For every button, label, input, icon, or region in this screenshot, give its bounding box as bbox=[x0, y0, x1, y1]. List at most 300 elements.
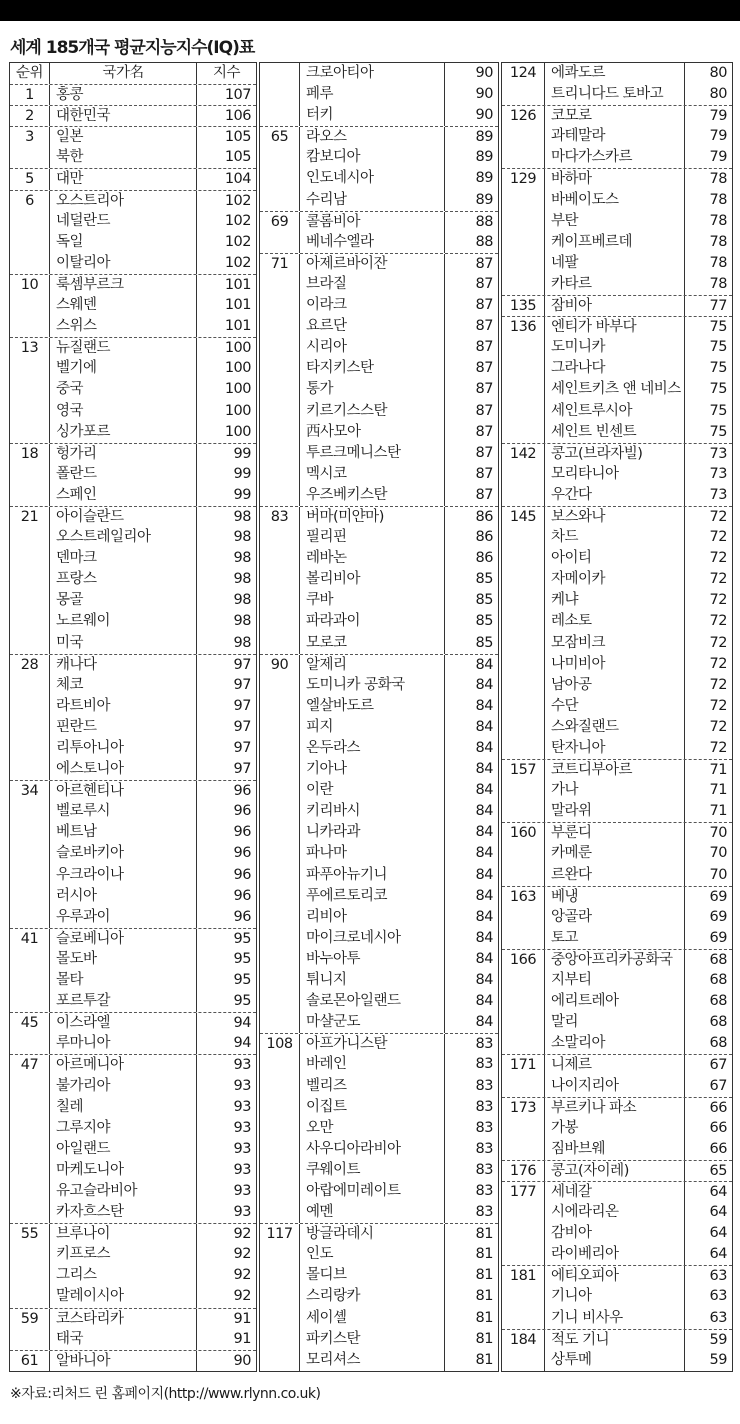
country-cell: 보스와나 bbox=[545, 507, 685, 527]
table-row bbox=[502, 168, 732, 189]
table-row bbox=[260, 105, 498, 126]
country-cell: 말라위 bbox=[545, 801, 685, 822]
country-cell: 세인트 빈센트 bbox=[545, 422, 685, 443]
iq-cell: 95 bbox=[233, 972, 251, 989]
country-cell: 부르키나 파소 bbox=[545, 1098, 685, 1118]
iq-cell: 95 bbox=[233, 930, 251, 947]
rank-cell bbox=[260, 1308, 300, 1329]
rank-cell bbox=[260, 1076, 300, 1097]
country-cell: 칠레 bbox=[50, 1097, 197, 1118]
rank-cell: 181 bbox=[502, 1266, 545, 1286]
country-cell: 알바니아 bbox=[50, 1351, 197, 1371]
rank-cell: 117 bbox=[260, 1224, 300, 1244]
iq-cell: 72 bbox=[709, 613, 727, 630]
rank-cell bbox=[10, 1202, 50, 1223]
country-cell: 불가리아 bbox=[50, 1076, 197, 1097]
rank-cell bbox=[260, 1350, 300, 1371]
table-row bbox=[502, 738, 732, 759]
iq-cell: 79 bbox=[709, 108, 727, 125]
rank-cell bbox=[502, 84, 545, 105]
table-row bbox=[260, 253, 498, 274]
table-row bbox=[10, 443, 256, 464]
rank-cell bbox=[502, 337, 545, 358]
table-row bbox=[260, 780, 498, 801]
table-row bbox=[502, 780, 732, 801]
table-row bbox=[10, 84, 256, 105]
table-row bbox=[502, 865, 732, 886]
country-cell: 파키스탄 bbox=[300, 1329, 445, 1350]
iq-cell: 97 bbox=[233, 697, 251, 714]
table-row bbox=[260, 1181, 498, 1202]
country-cell: 베트남 bbox=[50, 822, 197, 843]
rank-cell: 90 bbox=[260, 655, 300, 675]
rank-cell bbox=[260, 675, 300, 696]
iq-cell: 96 bbox=[233, 824, 251, 841]
table-row bbox=[10, 822, 256, 843]
table-row bbox=[260, 295, 498, 316]
table-row bbox=[10, 780, 256, 801]
iq-cell: 92 bbox=[233, 1246, 251, 1263]
rank-cell bbox=[260, 1054, 300, 1075]
table-row bbox=[260, 569, 498, 590]
rank-cell: 184 bbox=[502, 1330, 545, 1350]
iq-cell: 73 bbox=[709, 465, 727, 482]
country-cell: 차드 bbox=[545, 527, 685, 548]
table-row bbox=[10, 295, 256, 316]
iq-cell: 59 bbox=[709, 1331, 727, 1348]
country-cell: 앙골라 bbox=[545, 907, 685, 928]
rank-cell bbox=[502, 147, 545, 168]
country-cell: 캐나다 bbox=[50, 655, 197, 675]
country-cell: 키르기스스탄 bbox=[300, 401, 445, 422]
iq-cell: 66 bbox=[709, 1140, 727, 1157]
country-cell: 바레인 bbox=[300, 1054, 445, 1075]
country-cell: 피지 bbox=[300, 717, 445, 738]
iq-cell: 73 bbox=[709, 486, 727, 503]
iq-cell: 95 bbox=[233, 950, 251, 967]
country-cell: 스리랑카 bbox=[300, 1286, 445, 1307]
country-cell: 트리니다드 토바고 bbox=[545, 84, 685, 105]
table-row bbox=[10, 1350, 256, 1371]
iq-cell: 98 bbox=[233, 592, 251, 609]
table-row bbox=[502, 1033, 732, 1054]
table-row bbox=[260, 147, 498, 168]
table-row bbox=[260, 717, 498, 738]
iq-cell: 64 bbox=[709, 1225, 727, 1242]
rank-cell: 59 bbox=[10, 1309, 50, 1329]
iq-cell: 87 bbox=[475, 318, 493, 335]
iq-cell: 83 bbox=[475, 1140, 493, 1157]
country-cell: 카자흐스탄 bbox=[50, 1202, 197, 1223]
iq-cell: 84 bbox=[475, 676, 493, 693]
country-cell: 북한 bbox=[50, 147, 197, 168]
country-cell: 아이티 bbox=[545, 548, 685, 569]
table-row bbox=[260, 654, 498, 675]
iq-cell: 91 bbox=[233, 1310, 251, 1327]
table-row bbox=[10, 654, 256, 675]
table-row bbox=[10, 485, 256, 506]
table-row bbox=[502, 211, 732, 232]
rank-cell bbox=[260, 780, 300, 801]
table-row bbox=[10, 907, 256, 928]
rank-cell bbox=[10, 1244, 50, 1265]
country-cell: 필리핀 bbox=[300, 527, 445, 548]
table-row bbox=[260, 801, 498, 822]
country-cell: 소말리아 bbox=[545, 1033, 685, 1054]
table-row bbox=[502, 1265, 732, 1286]
table-row bbox=[260, 928, 498, 949]
country-cell: 룩셈부르크 bbox=[50, 275, 197, 295]
iq-cell: 93 bbox=[233, 1057, 251, 1074]
table-row bbox=[10, 1244, 256, 1265]
table-row bbox=[502, 590, 732, 611]
country-cell: 네팔 bbox=[545, 253, 685, 274]
table-row bbox=[260, 1265, 498, 1286]
rank-cell bbox=[260, 316, 300, 337]
rank-cell bbox=[260, 337, 300, 358]
iq-cell: 101 bbox=[224, 276, 251, 293]
rank-cell bbox=[260, 464, 300, 485]
iq-cell: 100 bbox=[224, 423, 251, 440]
country-cell: 솔로몬아일랜드 bbox=[300, 991, 445, 1012]
iq-cell: 68 bbox=[709, 993, 727, 1010]
table-row bbox=[260, 506, 498, 527]
rank-cell: 160 bbox=[502, 823, 545, 843]
country-cell: 뉴질랜드 bbox=[50, 338, 197, 358]
rank-cell bbox=[10, 316, 50, 337]
table-row bbox=[260, 422, 498, 443]
table-row bbox=[502, 1223, 732, 1244]
table-row bbox=[10, 126, 256, 147]
rank-cell bbox=[502, 126, 545, 147]
rank-cell: 166 bbox=[502, 950, 545, 970]
iq-cell: 69 bbox=[709, 929, 727, 946]
rank-cell bbox=[502, 1139, 545, 1160]
country-cell: 모리셔스 bbox=[300, 1350, 445, 1371]
table-row bbox=[260, 759, 498, 780]
country-cell: 파라과이 bbox=[300, 611, 445, 632]
table-row bbox=[10, 1097, 256, 1118]
country-cell: 유고슬라비아 bbox=[50, 1181, 197, 1202]
rank-cell bbox=[260, 1329, 300, 1350]
iq-cell: 97 bbox=[233, 656, 251, 673]
table-row bbox=[10, 569, 256, 590]
table-row bbox=[260, 907, 498, 928]
country-cell: 그리스 bbox=[50, 1265, 197, 1286]
table-row bbox=[502, 822, 732, 843]
country-cell: 에스토니아 bbox=[50, 759, 197, 780]
rank-cell bbox=[10, 1160, 50, 1181]
iq-cell: 88 bbox=[475, 233, 493, 250]
iq-cell: 84 bbox=[475, 950, 493, 967]
iq-cell: 84 bbox=[475, 740, 493, 756]
iq-cell: 101 bbox=[224, 297, 251, 314]
country-cell: 튀니지 bbox=[300, 970, 445, 991]
iq-cell: 87 bbox=[475, 465, 493, 482]
iq-cell: 64 bbox=[709, 1204, 727, 1221]
country-cell: 통가 bbox=[300, 379, 445, 400]
iq-cell: 84 bbox=[475, 656, 493, 673]
iq-cell: 83 bbox=[475, 1119, 493, 1136]
iq-cell: 72 bbox=[709, 676, 727, 693]
rank-cell bbox=[10, 422, 50, 443]
country-cell: 베냉 bbox=[545, 887, 685, 907]
rank-cell bbox=[260, 1286, 300, 1307]
rank-cell: 124 bbox=[502, 63, 545, 84]
rank-cell bbox=[10, 886, 50, 907]
table-row bbox=[260, 1286, 498, 1307]
rank-cell bbox=[502, 780, 545, 801]
iq-cell: 64 bbox=[709, 1246, 727, 1263]
table-column-3 bbox=[501, 62, 733, 1372]
table-row bbox=[502, 1160, 732, 1181]
rank-cell bbox=[502, 569, 545, 590]
rank-cell bbox=[502, 379, 545, 400]
iq-cell: 85 bbox=[475, 571, 493, 588]
table-row bbox=[502, 295, 732, 316]
iq-cell: 81 bbox=[475, 1309, 493, 1326]
table-row bbox=[260, 633, 498, 654]
iq-cell: 83 bbox=[475, 1077, 493, 1094]
rank-cell bbox=[260, 105, 300, 126]
rank-cell bbox=[260, 527, 300, 548]
rank-cell bbox=[260, 358, 300, 379]
table-row bbox=[502, 949, 732, 970]
rank-cell: 18 bbox=[10, 444, 50, 464]
table-row bbox=[260, 590, 498, 611]
rank-cell bbox=[10, 696, 50, 717]
rank-cell bbox=[10, 295, 50, 316]
country-cell: 터키 bbox=[300, 105, 445, 126]
rank-cell bbox=[260, 168, 300, 189]
iq-cell: 86 bbox=[475, 508, 493, 525]
iq-cell: 79 bbox=[709, 128, 727, 145]
rank-cell bbox=[260, 1118, 300, 1139]
table-row bbox=[10, 1033, 256, 1054]
rank-cell: 157 bbox=[502, 760, 545, 780]
iq-cell: 67 bbox=[709, 1057, 727, 1074]
country-cell: 에티오피아 bbox=[545, 1266, 685, 1286]
country-cell: 西사모아 bbox=[300, 422, 445, 443]
rank-cell: 171 bbox=[502, 1055, 545, 1075]
rank-cell bbox=[10, 211, 50, 232]
table-row bbox=[502, 1308, 732, 1329]
iq-cell: 78 bbox=[709, 171, 727, 188]
iq-cell: 101 bbox=[224, 318, 251, 335]
rank-cell: 142 bbox=[502, 444, 545, 464]
rank-cell bbox=[260, 1181, 300, 1202]
table-row bbox=[502, 126, 732, 147]
rank-cell bbox=[502, 654, 545, 675]
table-row bbox=[260, 1223, 498, 1244]
table-row bbox=[10, 1012, 256, 1033]
table-row bbox=[502, 316, 732, 337]
header-iq: 지수 bbox=[212, 65, 240, 81]
rank-cell bbox=[260, 569, 300, 590]
iq-cell: 102 bbox=[224, 212, 251, 229]
iq-cell: 93 bbox=[233, 1182, 251, 1199]
iq-cell: 100 bbox=[224, 340, 251, 357]
iq-cell: 84 bbox=[475, 697, 493, 714]
iq-cell: 87 bbox=[475, 486, 493, 503]
rank-cell: 176 bbox=[502, 1161, 545, 1181]
table-row bbox=[502, 843, 732, 864]
country-cell: 미국 bbox=[50, 633, 197, 654]
rank-cell bbox=[260, 84, 300, 105]
iq-cell: 70 bbox=[709, 866, 727, 883]
rank-cell bbox=[502, 843, 545, 864]
iq-cell: 83 bbox=[475, 1098, 493, 1115]
table-row bbox=[10, 506, 256, 527]
rank-cell bbox=[260, 759, 300, 780]
country-cell: 시리아 bbox=[300, 337, 445, 358]
country-cell: 폴란드 bbox=[50, 464, 197, 485]
iq-cell: 94 bbox=[233, 1015, 251, 1032]
table-row bbox=[260, 1139, 498, 1160]
rank-cell bbox=[260, 1139, 300, 1160]
rank-cell bbox=[10, 1265, 50, 1286]
country-cell: 상투메 bbox=[545, 1350, 685, 1371]
iq-cell: 72 bbox=[709, 740, 727, 756]
iq-cell: 72 bbox=[709, 592, 727, 609]
rank-cell bbox=[502, 485, 545, 506]
country-cell: 나이지리아 bbox=[545, 1076, 685, 1097]
country-cell: 키프로스 bbox=[50, 1244, 197, 1265]
iq-cell: 79 bbox=[709, 149, 727, 166]
rank-cell bbox=[10, 1139, 50, 1160]
rank-cell bbox=[260, 147, 300, 168]
country-cell: 지부티 bbox=[545, 970, 685, 991]
rank-cell bbox=[10, 822, 50, 843]
iq-cell: 69 bbox=[709, 908, 727, 925]
table-row bbox=[502, 1012, 732, 1033]
country-cell: 콩고(브라자빌) bbox=[545, 444, 685, 464]
table-row bbox=[10, 1139, 256, 1160]
rank-cell bbox=[502, 401, 545, 422]
rank-cell bbox=[502, 928, 545, 949]
rank-cell bbox=[10, 358, 50, 379]
country-cell: 싱가포르 bbox=[50, 422, 197, 443]
table-row bbox=[260, 611, 498, 632]
table-row bbox=[502, 1054, 732, 1075]
country-cell: 라트비아 bbox=[50, 696, 197, 717]
iq-cell: 100 bbox=[224, 381, 251, 398]
iq-cell: 93 bbox=[233, 1119, 251, 1136]
table-row bbox=[260, 696, 498, 717]
table-row bbox=[502, 633, 732, 654]
rank-cell bbox=[260, 633, 300, 654]
rank-cell: 34 bbox=[10, 781, 50, 801]
iq-cell: 92 bbox=[233, 1288, 251, 1305]
iq-cell: 72 bbox=[709, 634, 727, 651]
iq-cell: 68 bbox=[709, 972, 727, 989]
table-row bbox=[502, 569, 732, 590]
country-cell: 짐바브웨 bbox=[545, 1139, 685, 1160]
rank-cell bbox=[10, 949, 50, 970]
country-cell: 모리타니아 bbox=[545, 464, 685, 485]
country-cell: 마다가스카르 bbox=[545, 147, 685, 168]
iq-cell: 96 bbox=[233, 908, 251, 925]
country-cell: 우크라이나 bbox=[50, 865, 197, 886]
country-cell: 모잠비크 bbox=[545, 633, 685, 654]
rank-cell bbox=[260, 190, 300, 211]
iq-cell: 96 bbox=[233, 845, 251, 862]
header-rank: 순위 bbox=[10, 63, 50, 84]
iq-cell: 105 bbox=[224, 129, 251, 146]
rank-cell: 2 bbox=[10, 106, 50, 126]
country-cell: 세이셸 bbox=[300, 1308, 445, 1329]
country-cell: 몰도바 bbox=[50, 949, 197, 970]
rank-cell: 1 bbox=[10, 85, 50, 105]
rank-cell bbox=[260, 696, 300, 717]
iq-cell: 99 bbox=[233, 486, 251, 503]
country-cell: 이란 bbox=[300, 780, 445, 801]
country-cell: 버마(미얀마) bbox=[300, 507, 445, 527]
country-cell: 벨기에 bbox=[50, 358, 197, 379]
country-cell: 엘살바도르 bbox=[300, 696, 445, 717]
table-row bbox=[502, 358, 732, 379]
country-cell: 루마니아 bbox=[50, 1033, 197, 1054]
country-cell: 타지키스탄 bbox=[300, 358, 445, 379]
table-header bbox=[10, 63, 256, 84]
rank-cell: 47 bbox=[10, 1055, 50, 1075]
table-row bbox=[502, 485, 732, 506]
table-row bbox=[10, 1054, 256, 1075]
rank-cell bbox=[502, 527, 545, 548]
table-row bbox=[502, 253, 732, 274]
country-cell: 네덜란드 bbox=[50, 211, 197, 232]
country-cell: 이라크 bbox=[300, 295, 445, 316]
iq-cell: 97 bbox=[233, 718, 251, 735]
table-row bbox=[10, 1118, 256, 1139]
table-row bbox=[260, 464, 498, 485]
rank-cell bbox=[10, 147, 50, 168]
iq-cell: 65 bbox=[709, 1162, 727, 1179]
country-cell: 수리남 bbox=[300, 190, 445, 211]
rank-cell bbox=[260, 738, 300, 759]
table-row bbox=[502, 84, 732, 105]
rank-cell bbox=[10, 232, 50, 253]
rank-cell bbox=[10, 970, 50, 991]
iq-cell: 63 bbox=[709, 1288, 727, 1305]
iq-cell: 72 bbox=[709, 529, 727, 546]
table-row bbox=[260, 126, 498, 147]
table-row bbox=[10, 337, 256, 358]
top-bar bbox=[0, 0, 740, 21]
table-row bbox=[10, 1329, 256, 1350]
table-row bbox=[502, 190, 732, 211]
country-cell: 베네수엘라 bbox=[300, 232, 445, 253]
country-cell: 모로코 bbox=[300, 633, 445, 654]
country-cell: 부탄 bbox=[545, 211, 685, 232]
iq-cell: 78 bbox=[709, 191, 727, 208]
table-column-2 bbox=[259, 62, 499, 1372]
iq-cell: 84 bbox=[475, 866, 493, 883]
country-cell: 자메이카 bbox=[545, 569, 685, 590]
country-cell: 프랑스 bbox=[50, 569, 197, 590]
rank-cell bbox=[10, 569, 50, 590]
rank-cell bbox=[260, 443, 300, 464]
iq-cell: 106 bbox=[224, 108, 251, 125]
country-cell: 마케도니아 bbox=[50, 1160, 197, 1181]
iq-cell: 72 bbox=[709, 550, 727, 567]
table-row bbox=[10, 464, 256, 485]
table-row bbox=[260, 738, 498, 759]
rank-cell bbox=[10, 611, 50, 632]
table-row bbox=[502, 548, 732, 569]
country-cell: 아이슬란드 bbox=[50, 507, 197, 527]
table-row bbox=[10, 1202, 256, 1223]
